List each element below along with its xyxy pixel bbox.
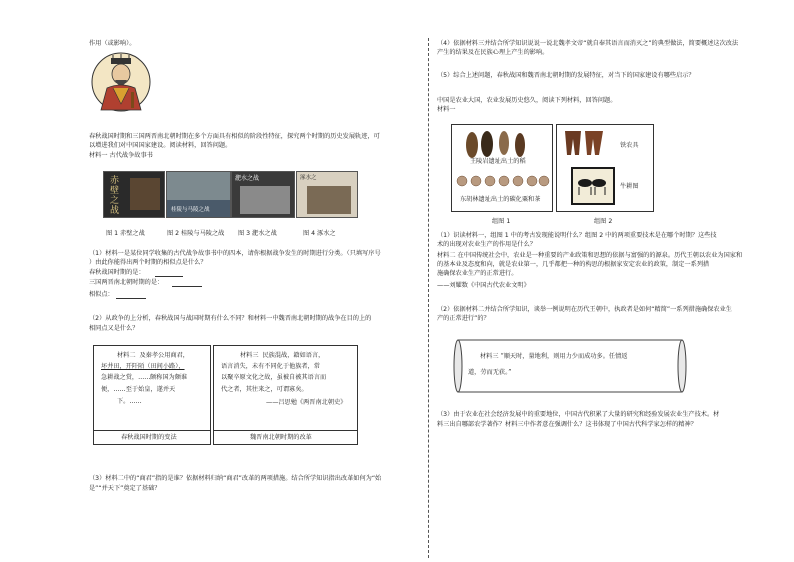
answer-1-blank-a[interactable] — [155, 276, 183, 277]
material-2-line-3: 急耕战之赏，…… — [101, 374, 151, 381]
question-a2-line-1: （2）依据材料二并结合所学知识，谈举一例说明在历代王朝中，执政者是如何“精简”一系列措施确保农业生 — [437, 306, 732, 313]
material-2-para-line-1: 材料二 在中国传统社会中，农业是一种重要的产业政策和思想的依据与富强的的源泉。历代王朝以农业为国家和 — [437, 252, 743, 259]
book-cover-2-title: 桂陵与马陵之战 — [171, 207, 210, 213]
group-1-label-1: 王陵岩遗址出土的稻 — [470, 158, 526, 165]
part-2-intro: 中国是农业大国，农业发展历史悠久，阅读下列材料，回答问题。 — [437, 97, 617, 104]
book-cover-3 — [231, 171, 295, 218]
book-cover-1 — [103, 171, 165, 218]
material-3-scroll-line-2: 道，劳而无获。” — [468, 369, 512, 376]
question-a3-line-1: （3）由于农业在社会经济发展中的重要地位，中国古代积累了大量的研究和经验发展农业生产技术。材 — [437, 411, 720, 418]
answer-1-blank-c[interactable] — [116, 298, 146, 299]
portrait-image — [91, 52, 151, 112]
top-line: 作用（或影响）。 — [89, 40, 136, 47]
group-1-caption: 组图 1 — [492, 218, 511, 225]
material-3-line-4: 代之者，其往来之，可谓寡矣。 — [221, 386, 308, 393]
material-2-line-5: 便，……至于始皇，遂并天 — [101, 386, 176, 393]
question-a3-line-2: 料三出自哪部农学著作？材料三中作者意在强调什么？这书体现了中国古代科学家怎样的精神？ — [437, 421, 697, 428]
material-2-para-line-2: 的基本业及态度和向，就是农业第一，几乎都把一种的构思的根据家安定农业的政策，制定一系列措 — [437, 261, 710, 268]
material-2-line-4: 颇称国为颇谁 — [150, 374, 188, 381]
book-caption-1: 图 1 赤壁之战 — [106, 230, 145, 237]
material-3-line-2: 语言消失，未有不同化于他族者，常 — [221, 363, 320, 370]
question-4-line-2: 产生的结果及在民族心理上产生的影响。 — [437, 49, 549, 56]
question-2-line-1: （2）从政争的上分析，春秋战国与战国时期有什么不同？和材料一中魏晋南北朝时期的战争在目的上的 — [89, 315, 372, 322]
material-3-source: ——吕思勉《两晋南北朝史》 — [266, 399, 347, 406]
book-cover-3-title: 淝水之战 — [235, 175, 260, 182]
question-5: （5）综合上述问题，春秋战国和魏晋南北朝时期的发展特征，对当下的国家建设有哪些启示？ — [437, 72, 695, 79]
question-2-line-2: 相同点又是什么？ — [89, 325, 139, 332]
material-1-title: 材料一 古代战争故事书 — [89, 152, 153, 159]
book-caption-4: 图 4 涿水之 — [303, 230, 336, 237]
book-caption-3: 图 3 淝水之战 — [238, 230, 277, 237]
group-image-2 — [556, 124, 654, 212]
question-3-line-2: 是”“并天下”奠定了基础？ — [89, 485, 161, 492]
material-2-line-2: 坏井田，开阡陌（田间小路）， — [101, 363, 185, 370]
book-cover-4-title: 涿水之 — [300, 175, 317, 181]
book-cover-2 — [166, 171, 231, 218]
group-1-label-2: 东胡林遗址出土的碳化粟和茶 — [460, 196, 541, 203]
group-2-label-1: 铁农具 — [620, 142, 639, 149]
question-3-line-1: （3）材料二中的“商君”指的是谁？依据材料归纳“商君”改革的两项措施。结合所学知识指出改革如何为“始 — [89, 475, 382, 482]
answer-1-label-c: 相似点： — [89, 291, 114, 298]
part-2-material-1: 材料一 — [437, 106, 456, 113]
question-1-line-2: ）由此你能得出两个时期的相似点是什么？ — [89, 259, 207, 266]
intro-line-2: 以增进我们对中国国家建设。阅读材料，回答问题。 — [89, 142, 232, 149]
material-3-caption: 魏晋南北朝时期的改革 — [250, 434, 312, 441]
question-a1-line-2: 术的出现对农业生产的作用是什么？ — [437, 241, 536, 248]
material-3-line-1: 材料三 民族混战，籍如语言， — [240, 352, 325, 359]
material-3-line-3: 以聚卒原文化之故，虽被自被其语言而 — [221, 374, 327, 381]
book-cover-1-title: 赤壁之战 — [110, 176, 120, 216]
material-3-scroll — [452, 336, 688, 396]
material-3-box — [213, 345, 358, 445]
book-caption-2: 图 2 桂陵与马陵之战 — [167, 230, 225, 237]
column-divider — [428, 38, 429, 558]
material-3-scroll-line-1: 材料三 “顺天时，量地利，则用力少而成功多。任情返 — [480, 353, 628, 360]
question-a1-line-1: （1）识读材料一，组图 1 中的考古发现能说明什么？组图 2 中的两项重要技术是在哪个时期？这些技 — [437, 232, 717, 239]
material-2-source: ——刘耀数《中国古代农业文明》 — [437, 282, 530, 289]
answer-1-label-b: 三国两晋南北朝时期的是： — [89, 279, 164, 286]
material-2-box — [93, 345, 211, 445]
answer-1-blank-b[interactable] — [172, 286, 202, 287]
question-4-line-1: （4）依据材料三并结合所学知识说说一说北魏孝文帝“就自奉其语言而消灭之”的典型做法，简要概述这次改法 — [437, 40, 739, 47]
question-1-line-1: （1）材料一是某位同学收集的古代战争故事书中的四本，请你根据战争发生的时期进行分类。（只填写序号 — [89, 250, 381, 257]
book-cover-4 — [296, 171, 358, 218]
material-2-para-line-3: 施确保农业生产的正常进行。 — [437, 270, 518, 277]
question-a2-line-2: 产的正常进行”的？ — [437, 315, 490, 322]
group-2-label-2: 牛耕图 — [620, 183, 639, 190]
group-2-caption: 组图 2 — [594, 218, 613, 225]
material-2-line-1: 材料二 及秦孝公用商君， — [117, 352, 189, 359]
material-2-caption: 春秋战国时期的变法 — [121, 434, 177, 441]
answer-1-label-a: 春秋战国时期的是： — [89, 269, 145, 276]
intro-line-1: 春秋战国时期和三国两晋南北朝时期在多个方面具有相似的阶段性特征，探究两个时期的历史发展轨迹，可 — [89, 133, 380, 140]
material-2-line-6: 下。…… — [117, 398, 142, 405]
group-image-1 — [451, 124, 553, 212]
